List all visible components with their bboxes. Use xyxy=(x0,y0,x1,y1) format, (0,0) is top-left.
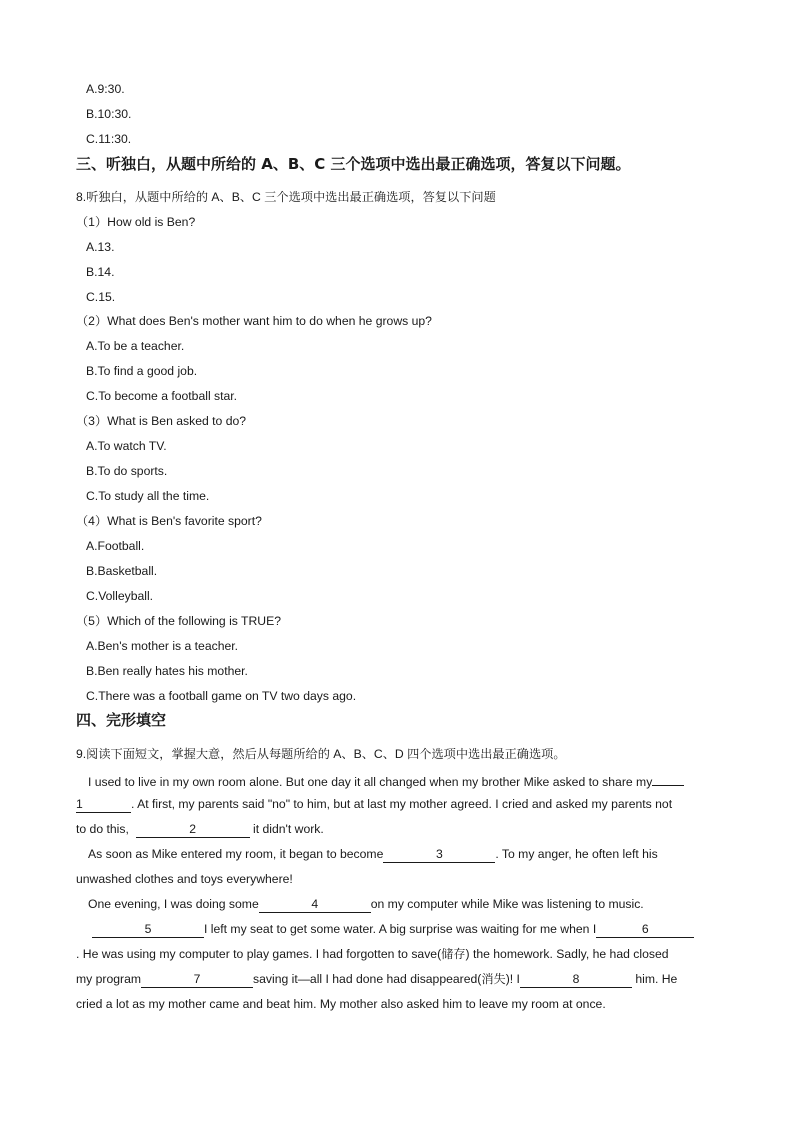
q8-sub5-option-b: B.Ben really hates his mother. xyxy=(86,664,248,678)
passage-text: . At first, my parents said "no" to him, but at last my mother agreed. I cried and asked my parents not xyxy=(131,797,673,811)
q7-option-a: A.9:30. xyxy=(86,82,125,96)
q8-sub1-question: （1）How old is Ben? xyxy=(76,215,196,229)
passage-line-6 xyxy=(88,896,644,913)
passage-line-3 xyxy=(76,821,324,838)
q8-sub2-option-c: C.To become a football star. xyxy=(86,389,238,403)
q8-sub4-question: （4）What is Ben's favorite sport? xyxy=(76,514,262,528)
q8-stem: 8.听独白，从题中所给的 A、B、C 三个选项中选出最正确选项，答复以下问题 xyxy=(76,190,496,204)
q8-sub4-option-b: B.Basketball. xyxy=(86,564,158,578)
passage-text: it didn't work. xyxy=(253,822,324,836)
q8-sub3-option-a: A.To watch TV. xyxy=(86,439,167,453)
passage-text: One evening, I was doing some xyxy=(88,897,259,911)
section-4-heading: 四、完形填空 xyxy=(76,711,167,729)
q7-option-c: C.11:30. xyxy=(86,132,132,146)
passage-line-7 xyxy=(92,921,694,938)
cloze-blank-5: 5 xyxy=(92,923,204,938)
q8-sub1-option-c: C.15. xyxy=(86,290,116,304)
section-3-heading: 三、听独白，从题中所给的 A、B、C 三个选项中选出最正确选项，答复以下问题。 xyxy=(76,155,631,173)
passage-text: . To my anger, he often left his xyxy=(495,847,658,861)
q8-sub2-option-a: A.To be a teacher. xyxy=(86,339,185,353)
q8-sub3-question: （3）What is Ben asked to do? xyxy=(76,414,247,428)
cloze-blank-7: 7 xyxy=(141,973,253,988)
passage-line-5: unwashed clothes and toys everywhere! xyxy=(76,872,293,886)
cloze-blank-6: 6 xyxy=(596,923,694,938)
q8-sub4-option-a: A.Football. xyxy=(86,539,145,553)
passage-text: on my computer while Mike was listening to music. xyxy=(370,897,644,911)
cloze-blank-3: 3 xyxy=(383,848,495,863)
cloze-blank-1-start xyxy=(652,771,684,786)
q8-sub3-option-c: C.To study all the time. xyxy=(86,489,210,503)
q8-sub2-question: （2）What does Ben's mother want him to do when he grows up? xyxy=(76,314,432,328)
q8-sub5-question: （5）Which of the following is TRUE? xyxy=(76,614,282,628)
passage-line-8: . He was using my computer to play games. I had forgotten to save(储存) the homework. Sadly, he had closed xyxy=(76,947,669,961)
passage-text: As soon as Mike entered my room, it began to become xyxy=(88,847,384,861)
q9-stem: 9.阅读下面短文，掌握大意，然后从每题所给的 A、B、C、D 四个选项中选出最正确选项。 xyxy=(76,747,566,761)
passage-text: to do this, xyxy=(76,822,129,836)
passage-text: I left my seat to get some water. A big surprise was waiting for me when I xyxy=(204,922,597,936)
q8-sub5-option-c: C.There was a football game on TV two days ago. xyxy=(86,689,357,703)
passage-line-4 xyxy=(88,846,658,863)
passage-line-10: cried a lot as my mother came and beat him. My mother also asked him to leave my room at once. xyxy=(76,997,606,1011)
passage-text: him. He xyxy=(635,972,678,986)
q8-sub3-option-b: B.To do sports. xyxy=(86,464,168,478)
passage-text: I used to live in my own room alone. But one day it all changed when my brother Mike asked to share my xyxy=(88,775,653,789)
cloze-blank-2: 2 xyxy=(136,823,250,838)
passage-line-1 xyxy=(88,771,684,790)
passage-line-2 xyxy=(76,796,672,813)
q8-sub1-option-a: A.13. xyxy=(86,240,115,254)
cloze-blank-8: 8 xyxy=(520,973,632,988)
cloze-blank-4: 4 xyxy=(259,898,371,913)
q7-option-b: B.10:30. xyxy=(86,107,132,121)
passage-line-9 xyxy=(76,971,677,988)
cloze-blank-1: 1 xyxy=(76,798,131,813)
q8-sub2-option-b: B.To find a good job. xyxy=(86,364,198,378)
passage-text: my program xyxy=(76,972,142,986)
q8-sub5-option-a: A.Ben's mother is a teacher. xyxy=(86,639,239,653)
passage-text: saving it—all I had done had disappeared(消失)! I xyxy=(253,972,520,986)
q8-sub1-option-b: B.14. xyxy=(86,265,115,279)
q8-sub4-option-c: C.Volleyball. xyxy=(86,589,154,603)
